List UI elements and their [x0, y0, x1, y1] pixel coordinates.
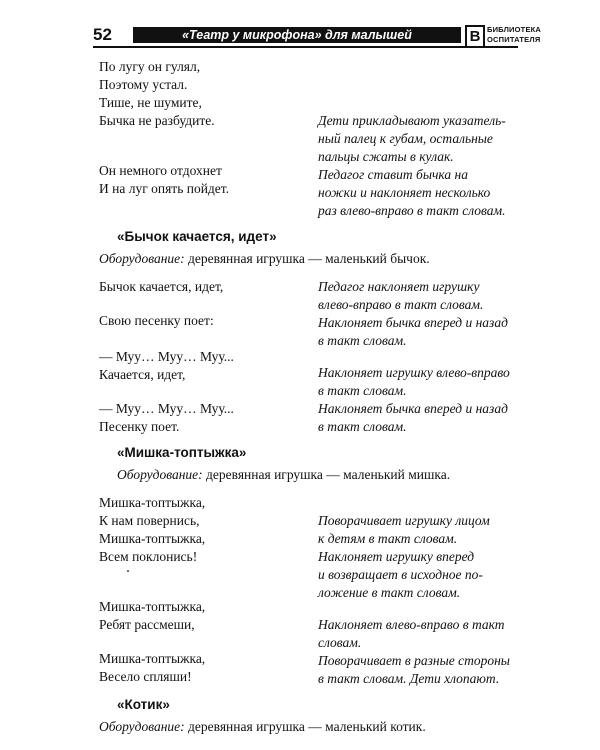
equipment-text: деревянная игрушка — маленький мишка. — [202, 467, 451, 482]
stage-direction: Наклоняет бычка вперед и назад — [318, 401, 508, 416]
poem-line: Он немного отдохнет — [99, 163, 222, 178]
poem-line: Ребят рассмеши, — [99, 617, 195, 632]
section-title-bull: «Бычок качается, идет» — [117, 229, 277, 244]
poem-line: Мишка-топтыжка, — [99, 495, 206, 510]
poem-line: И на луг опять пойдет. — [99, 181, 230, 196]
section-title-cat: «Котик» — [117, 697, 170, 712]
poem-line: К нам повернись, — [99, 513, 200, 528]
stage-direction: влево-вправо в такт словам. — [318, 297, 484, 312]
equipment-line-bear — [117, 466, 450, 484]
equipment-label: Оборудование: — [117, 467, 203, 482]
logo-letter: В — [465, 25, 485, 48]
stage-direction: Дети прикладывают указатель- — [318, 113, 506, 128]
page-number: 52 — [93, 25, 112, 44]
running-title: «Театр у микрофона» для малышей — [133, 27, 461, 43]
stage-direction: Поворачивает в разные стороны — [318, 653, 510, 668]
poem-line: Поэтому устал. — [99, 77, 188, 92]
poem-line: — Муу… Муу… Муу... — [99, 401, 234, 416]
stage-direction: к детям в такт словам. — [318, 531, 458, 546]
print-speck — [127, 570, 129, 572]
poem-line: Мишка-топтыжка, — [99, 651, 206, 666]
poem-line: Песенку поет. — [99, 419, 180, 434]
poem-line: Тише, не шумите, — [99, 95, 202, 110]
equipment-text: деревянная игрушка — маленький котик. — [184, 719, 426, 734]
stage-direction: в такт словам. — [318, 383, 407, 398]
stage-direction: Наклоняет влево-вправо в такт — [318, 617, 505, 632]
stage-direction: ный палец к губам, остальные — [318, 131, 493, 146]
stage-direction: в такт словам. Дети хлопают. — [318, 671, 500, 686]
header-rule — [93, 46, 518, 48]
equipment-text: деревянная игрушка — маленький бычок. — [184, 251, 430, 266]
stage-direction: и возвращает в исходное по- — [318, 567, 483, 582]
stage-direction: ложение в такт словам. — [318, 585, 461, 600]
equipment-label: Оборудование: — [99, 251, 185, 266]
stage-direction: в такт словам. — [318, 419, 407, 434]
poem-line: Свою песенку поет: — [99, 313, 214, 328]
stage-direction: Педагог ставит бычка на — [318, 167, 468, 182]
stage-direction: Наклоняет игрушку влево-вправо — [318, 365, 510, 380]
poem-line: — Муу… Муу… Муу... — [99, 349, 234, 364]
stage-direction: Педагог наклоняет игрушку — [318, 279, 480, 294]
poem-line: Мишка-топтыжка, — [99, 599, 206, 614]
stage-direction: в такт словам. — [318, 333, 407, 348]
poem-line: Бычок качается, идет, — [99, 279, 224, 294]
section-title-bear: «Мишка-топтыжка» — [117, 445, 247, 460]
equipment-line-bull — [99, 250, 430, 268]
stage-direction: Наклоняет бычка вперед и назад — [318, 315, 508, 330]
equipment-label: Оборудование: — [99, 719, 185, 734]
stage-direction: Поворачивает игрушку лицом — [318, 513, 490, 528]
stage-direction: пальцы сжаты в кулак. — [318, 149, 454, 164]
equipment-line-cat — [99, 718, 426, 736]
page-header — [93, 24, 542, 49]
poem-line: Весело спляши! — [99, 669, 192, 684]
stage-direction: ножки и наклоняет несколько — [318, 185, 491, 200]
series-logo — [465, 24, 542, 46]
poem-line: По лугу он гулял, — [99, 59, 201, 74]
poem-line: Всем поклонись! — [99, 549, 198, 564]
poem-line: Мишка-топтыжка, — [99, 531, 206, 546]
poem-line: Качается, идет, — [99, 367, 186, 382]
logo-text — [487, 25, 541, 44]
logo-line-2: ОСПИТАТЕЛЯ — [487, 34, 541, 44]
logo-line-1: БИБЛИОТЕКА — [487, 25, 542, 34]
stage-direction: Наклоняет игрушку вперед — [318, 549, 475, 564]
poem-line: Бычка не разбудите. — [99, 113, 215, 128]
stage-direction: словам. — [318, 635, 362, 650]
stage-direction: раз влево-вправо в такт словам. — [318, 203, 506, 218]
